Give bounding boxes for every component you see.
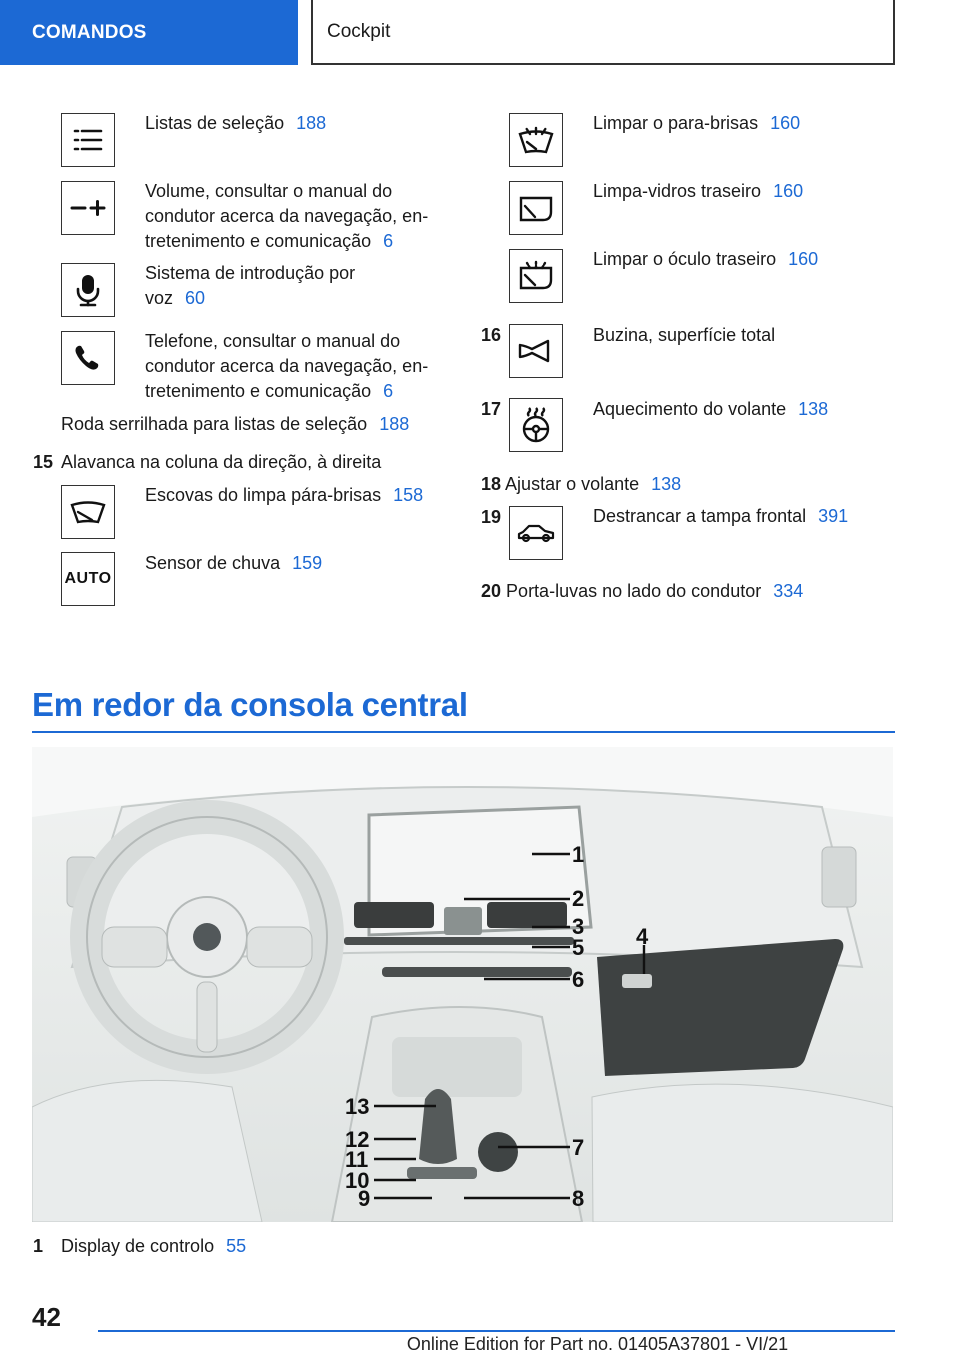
callout-7: 7 [572, 1135, 585, 1160]
item-16-label: Buzina, superfície total [593, 325, 776, 345]
center-console-illustration [32, 747, 893, 1222]
auto-icon-text: AUTO [64, 570, 112, 587]
front-hood-icon [509, 506, 563, 560]
item-15-label: Alavanca na coluna da direção, à direita [61, 452, 382, 472]
callout-13: 13 [345, 1094, 370, 1119]
volume-page-ref[interactable]: 6 [383, 231, 394, 251]
page-number: 42 [32, 1302, 61, 1332]
volume-icon [61, 181, 115, 235]
limpavidros-page-ref[interactable]: 160 [773, 181, 804, 201]
escovas-page-ref[interactable]: 158 [393, 485, 424, 505]
listas-item [145, 111, 326, 136]
auto-icon [61, 552, 115, 606]
roda-label: Roda serrilhada para listas de seleção [61, 414, 368, 434]
limpavidros-item [593, 179, 803, 204]
telefone-line1: Telefone, consultar o manual do [145, 331, 401, 351]
sensor-item [145, 551, 322, 576]
item-17-page-ref[interactable]: 138 [798, 399, 829, 419]
sensor-page-ref[interactable]: 159 [292, 553, 323, 573]
parabrisas-page-ref[interactable]: 160 [770, 113, 801, 133]
heated-steering-wheel-icon [509, 398, 563, 452]
sensor-label: Sensor de chuva [145, 553, 281, 573]
callout-9: 9 [358, 1186, 371, 1211]
item-16-number: 16 [481, 325, 502, 345]
callout-6: 6 [572, 967, 585, 992]
item-17-label: Aquecimento do volante [593, 399, 787, 419]
volume-line2: condutor acerca da navegação, en- [145, 206, 429, 226]
header-chapter-title: Cockpit [311, 0, 895, 65]
voz-page-ref[interactable]: 60 [185, 288, 206, 308]
escovas-label: Escovas do limpa pára-brisas [145, 485, 382, 505]
telefone-page-ref[interactable]: 6 [383, 381, 394, 401]
item-19-number: 19 [481, 507, 502, 527]
parabrisas-label: Limpar o para-brisas [593, 113, 759, 133]
microphone-icon [61, 263, 115, 317]
legend-1-page-ref[interactable]: 55 [226, 1236, 247, 1256]
callout-12: 12 [345, 1127, 370, 1152]
volume-line3: tretenimento e comunicação [145, 231, 372, 251]
legend-1 [61, 1234, 246, 1259]
rear-wiper-icon [509, 181, 563, 235]
item-19-page-ref[interactable]: 391 [818, 506, 849, 526]
footer-edition: Online Edition for Part no. 01405A37801 - VI/21 [406, 1334, 789, 1354]
telefone-line3: tretenimento e comunicação [145, 381, 372, 401]
item-18-page-ref[interactable]: 138 [651, 474, 682, 494]
limpavidros-label: Limpa-vidros traseiro [593, 181, 762, 201]
callout-1: 1 [572, 842, 585, 867]
callout-4: 4 [636, 924, 649, 949]
item-18-label: Ajustar o volante [505, 474, 640, 494]
item-20-page-ref[interactable]: 334 [773, 581, 804, 601]
callout-2: 2 [572, 886, 585, 911]
callout-8: 8 [572, 1186, 585, 1211]
oculo-item [593, 247, 818, 272]
volume-line1: Volume, consultar o manual do [145, 181, 393, 201]
oculo-page-ref[interactable]: 160 [788, 249, 819, 269]
legend-1-number: 1 [33, 1236, 44, 1256]
item-15-number: 15 [33, 452, 54, 472]
callout-3: 3 [572, 914, 585, 939]
section-divider [32, 731, 895, 733]
header-section-tab: COMANDOS [0, 0, 298, 65]
section-title: Em redor da consola central [32, 686, 468, 723]
roda-page-ref[interactable]: 188 [379, 414, 410, 434]
callout-10: 10 [345, 1168, 370, 1193]
callout-11: 11 [345, 1147, 369, 1172]
center-console-drawing [32, 747, 893, 1222]
horn-icon [509, 324, 563, 378]
listas-page-ref[interactable]: 188 [296, 113, 327, 133]
rear-washer-icon [509, 249, 563, 303]
item-17-number: 17 [481, 399, 502, 419]
footer-divider [98, 1330, 895, 1332]
wiper-icon [61, 485, 115, 539]
item-19-text [593, 504, 848, 529]
telefone-line2: condutor acerca da navegação, en- [145, 356, 429, 376]
item-18 [481, 472, 681, 497]
callout-5: 5 [572, 935, 585, 960]
item-20-label: Porta-luvas no lado do condutor [506, 581, 762, 601]
parabrisas-item [593, 111, 800, 136]
telefone-item [145, 329, 428, 404]
escovas-item [145, 483, 423, 508]
volume-item [145, 179, 428, 254]
item-20-number: 20 [481, 581, 502, 601]
roda-item [61, 412, 409, 437]
item-18-number: 18 [481, 474, 502, 494]
listas-label: Listas de seleção [145, 113, 285, 133]
oculo-label: Limpar o óculo traseiro [593, 249, 777, 269]
list-icon [61, 113, 115, 167]
windshield-washer-icon [509, 113, 563, 167]
voz-line2: voz [145, 288, 174, 308]
voz-line1: Sistema de introdução por [145, 263, 356, 283]
item-17-text [593, 397, 828, 422]
item-20 [481, 579, 803, 604]
item-19-label: Destrancar a tampa frontal [593, 506, 807, 526]
voz-item [145, 261, 355, 311]
phone-icon [61, 331, 115, 385]
legend-1-label: Display de controlo [61, 1236, 215, 1256]
